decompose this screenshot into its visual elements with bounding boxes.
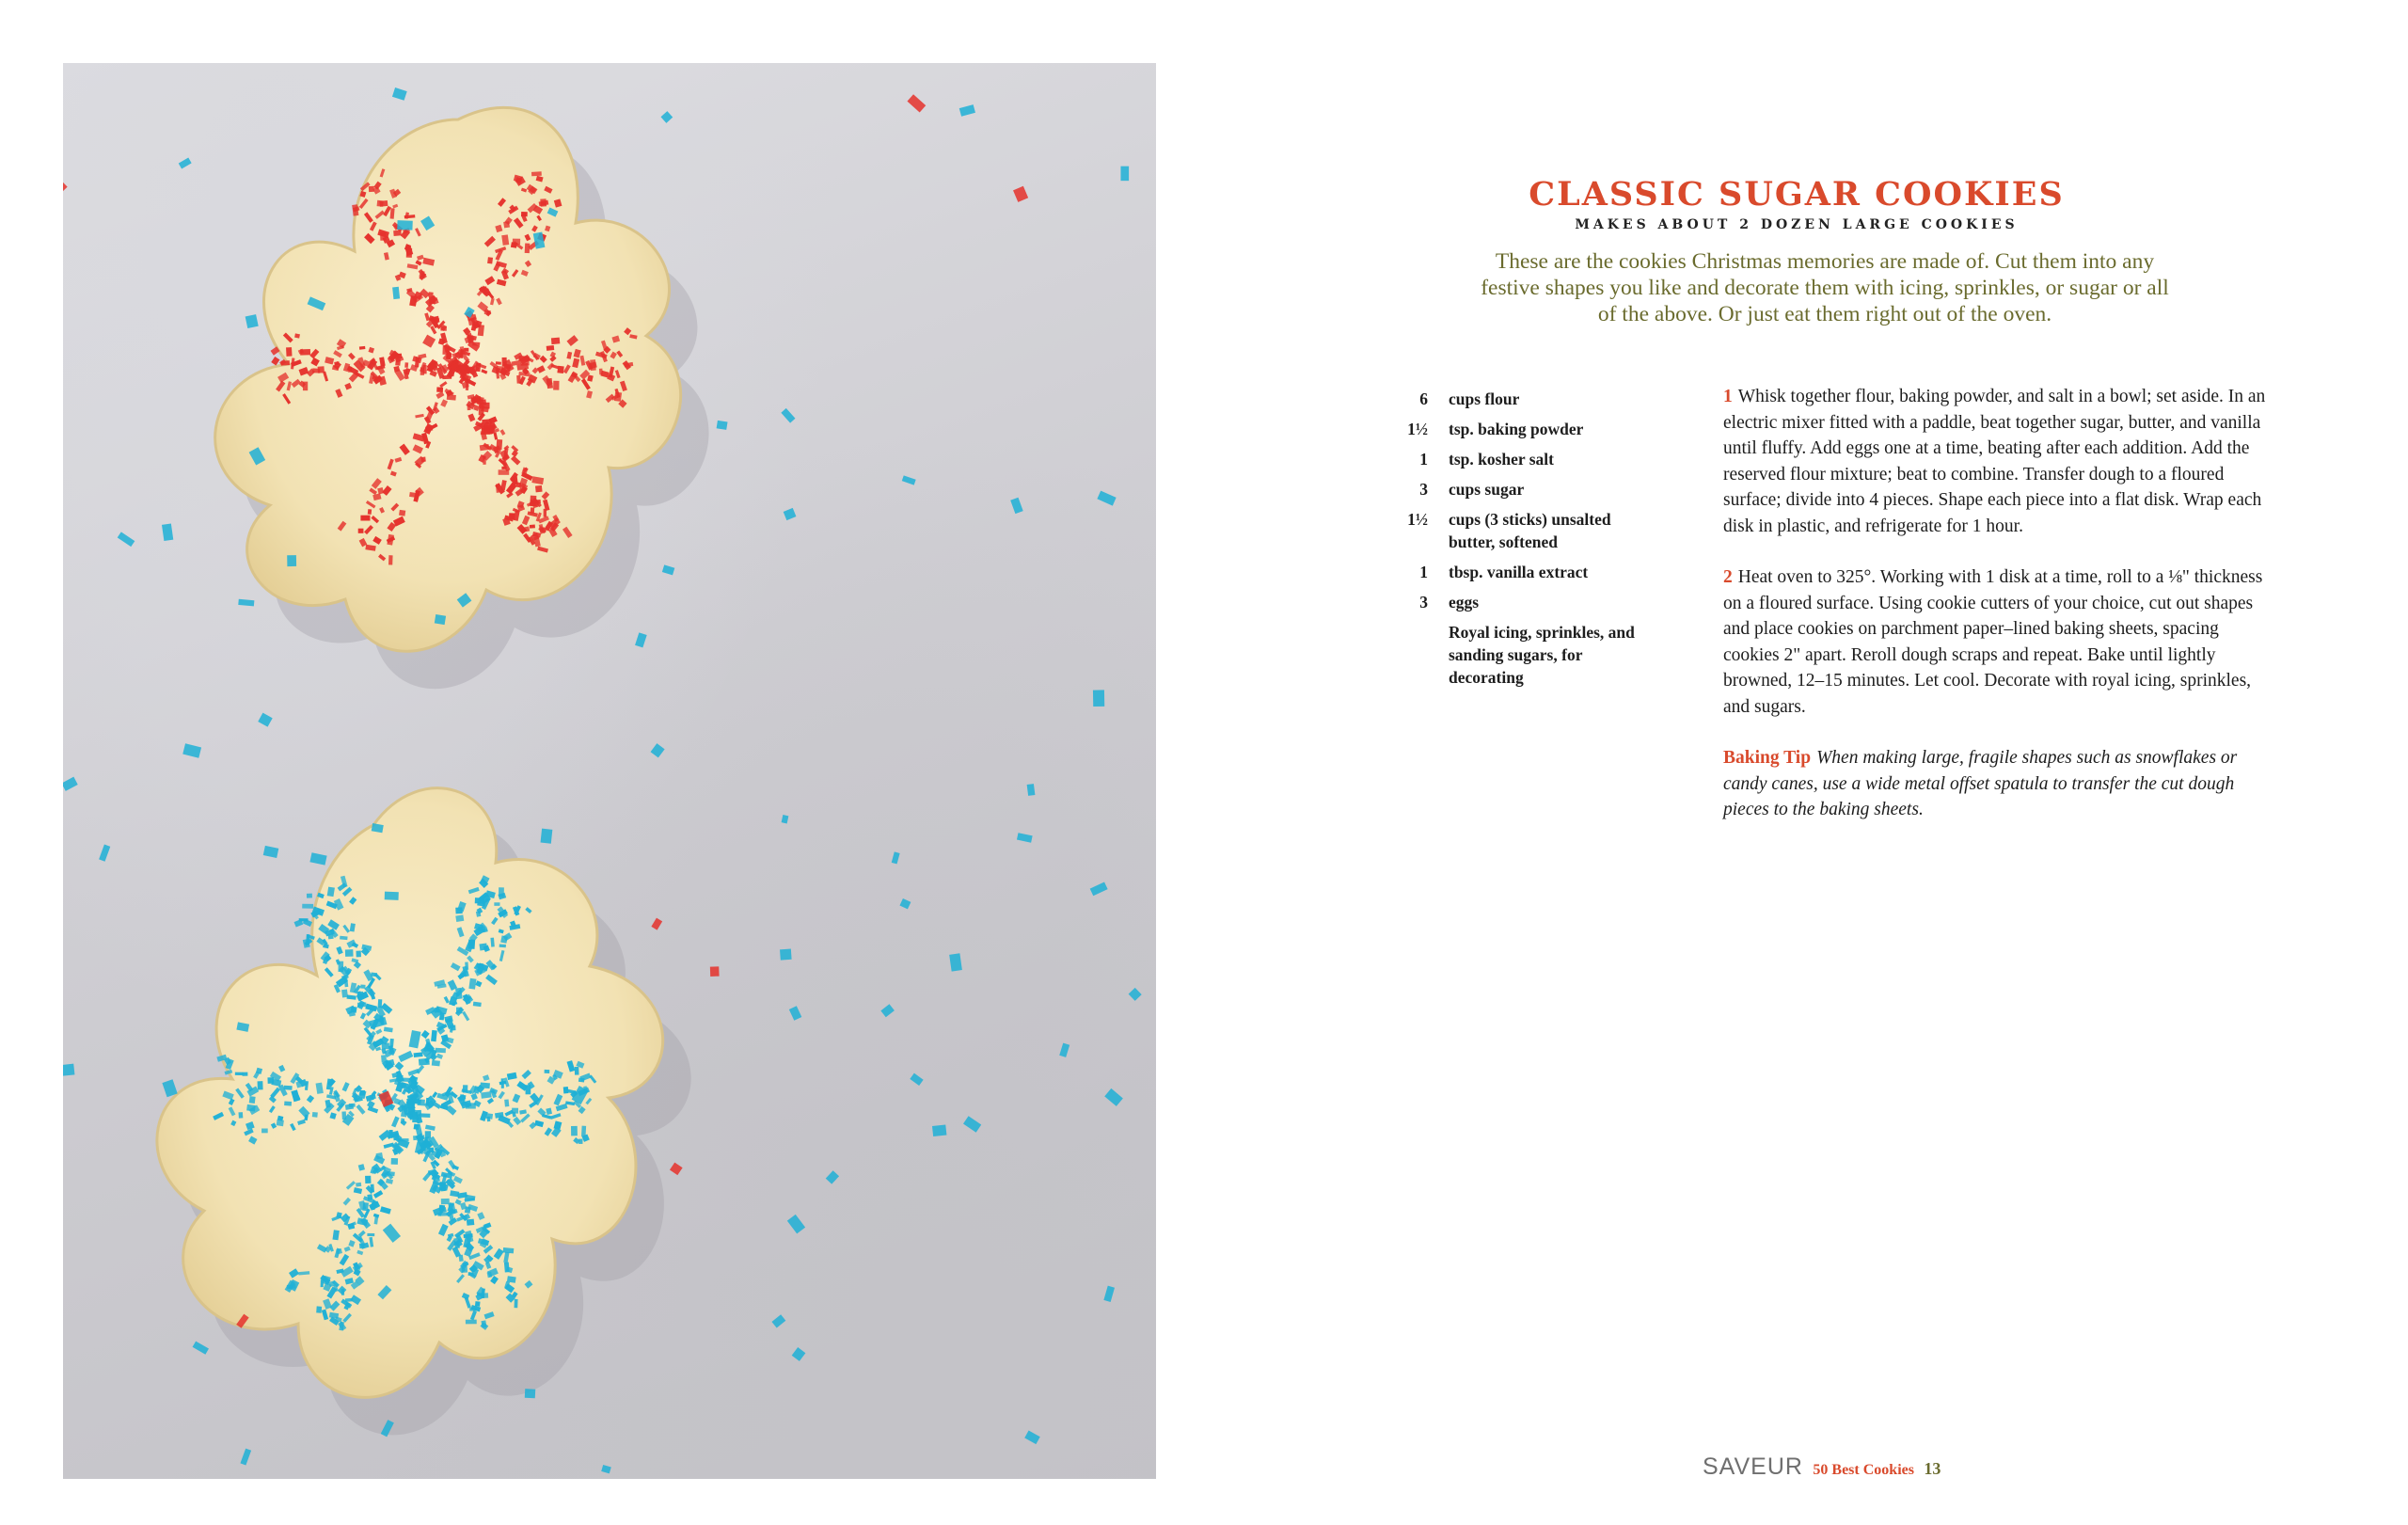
sprinkle bbox=[504, 1099, 509, 1106]
loose-sprinkle bbox=[932, 1124, 946, 1136]
sprinkle bbox=[481, 1091, 492, 1099]
loose-sprinkle bbox=[902, 475, 916, 485]
sprinkle bbox=[249, 1096, 256, 1104]
sprinkle bbox=[509, 513, 515, 519]
sprinkle bbox=[360, 516, 370, 521]
sprinkle bbox=[369, 186, 374, 192]
sprinkle bbox=[358, 529, 364, 533]
loose-sprinkle bbox=[1103, 1286, 1115, 1302]
loose-sprinkle bbox=[1017, 833, 1033, 843]
loose-sprinkle bbox=[1097, 491, 1116, 506]
intro-line: of the above. Or just eat them right out of the oven. bbox=[1597, 302, 2052, 326]
sprinkle bbox=[531, 171, 542, 176]
ingredient-name: tbsp. vanilla extract bbox=[1449, 563, 1589, 581]
sprinkle bbox=[277, 1120, 284, 1126]
sprinkle bbox=[395, 358, 401, 366]
sprinkle bbox=[480, 1082, 490, 1088]
sprinkle bbox=[402, 1077, 410, 1082]
sprinkle bbox=[356, 1183, 361, 1187]
sprinkle bbox=[469, 1308, 476, 1311]
sprinkle bbox=[575, 1067, 579, 1075]
sprinkle bbox=[340, 936, 347, 940]
sprinkle bbox=[503, 221, 510, 228]
sprinkle bbox=[487, 257, 493, 263]
ingredient-name: tsp. baking powder bbox=[1449, 420, 1584, 438]
sprinkle bbox=[494, 902, 499, 906]
loose-sprinkle bbox=[787, 1215, 805, 1234]
method-steps bbox=[1723, 384, 2269, 849]
step-text: Whisk together flour, baking powder, and salt in a bowl; set aside. In an electric mixer fitted with a paddle, beat together sugar, butter, and vanilla until fluffy. Add eggs one at a time, beating after each addition. Add the reserved flour mixture; beat to combine. Transfer dough to a floured surface; divide into 4 pieces. Shape each piece into a flat disk. Wrap each disk in plastic, and refrigerate for 1 hour. bbox=[1723, 387, 2266, 536]
ingredient-item bbox=[1379, 418, 1661, 440]
sprinkle bbox=[302, 904, 313, 909]
sprinkle bbox=[238, 1112, 243, 1119]
loose-sprinkle bbox=[670, 1163, 683, 1176]
sprinkle bbox=[499, 944, 506, 947]
loose-sprinkle bbox=[392, 87, 407, 101]
loose-sprinkle bbox=[392, 287, 400, 299]
ingredient-name: cups (3 sticks) unsalted butter, softened bbox=[1449, 510, 1611, 551]
sprinkle bbox=[307, 894, 312, 898]
sprinkle bbox=[436, 1048, 446, 1053]
magazine-brand: SAVEUR bbox=[1703, 1454, 1803, 1480]
loose-sprinkle bbox=[258, 713, 272, 727]
loose-sprinkle bbox=[99, 844, 110, 861]
loose-sprinkle bbox=[162, 524, 173, 542]
method-step bbox=[1723, 564, 2269, 720]
loose-sprinkle bbox=[309, 852, 326, 865]
sprinkle bbox=[504, 1263, 510, 1273]
sprinkle bbox=[359, 346, 366, 350]
sprinkle bbox=[328, 933, 334, 939]
loose-sprinkle bbox=[397, 220, 413, 230]
sprinkle bbox=[530, 525, 535, 529]
loose-sprinkle bbox=[118, 532, 135, 547]
sprinkle bbox=[456, 1008, 462, 1014]
sprinkle bbox=[359, 1243, 365, 1248]
sprinkle bbox=[515, 1299, 518, 1308]
loose-sprinkle bbox=[263, 846, 279, 858]
step-number: 1 bbox=[1723, 387, 1733, 406]
ingredient-quantity: 1½ bbox=[1407, 510, 1428, 529]
loose-sprinkle bbox=[541, 829, 553, 844]
loose-sprinkle bbox=[385, 892, 399, 900]
baking-tip bbox=[1723, 745, 2269, 823]
ingredient-item bbox=[1379, 561, 1661, 583]
sprinkle bbox=[475, 362, 481, 372]
page-number: 13 bbox=[1924, 1459, 1941, 1478]
sprinkle bbox=[281, 360, 291, 365]
sprinkle bbox=[380, 232, 387, 241]
cookie-illustration bbox=[63, 63, 1156, 1479]
sprinkle bbox=[303, 382, 308, 391]
sprinkle bbox=[599, 369, 603, 375]
sprinkle bbox=[341, 990, 348, 998]
sprinkle bbox=[463, 1085, 468, 1092]
loose-sprinkle bbox=[635, 632, 647, 647]
loose-sprinkle bbox=[63, 777, 78, 791]
sprinkle bbox=[356, 951, 360, 958]
sprinkle bbox=[433, 1175, 440, 1183]
loose-sprinkle bbox=[651, 918, 662, 930]
intro-line: These are the cookies Christmas memories are made of. Cut them into any bbox=[1495, 249, 2155, 274]
sprinkle bbox=[371, 1184, 374, 1193]
ingredient-item bbox=[1379, 621, 1661, 689]
loose-sprinkle bbox=[1010, 498, 1023, 514]
ingredient-name: cups sugar bbox=[1449, 480, 1525, 499]
sprinkle bbox=[365, 1176, 371, 1183]
loose-sprinkle bbox=[899, 898, 911, 909]
sprinkle bbox=[360, 985, 365, 989]
loose-sprinkle bbox=[435, 614, 446, 625]
sprinkle bbox=[312, 1112, 318, 1118]
loose-sprinkle bbox=[784, 508, 797, 520]
loose-sprinkle bbox=[907, 94, 926, 112]
loose-sprinkle bbox=[287, 555, 296, 566]
recipe-intro bbox=[1430, 248, 2220, 327]
sprinkle bbox=[432, 1060, 440, 1066]
loose-sprinkle bbox=[782, 815, 789, 823]
sprinkle bbox=[571, 1126, 578, 1136]
loose-sprinkle bbox=[789, 1006, 801, 1020]
loose-sprinkle bbox=[662, 564, 674, 575]
loose-sprinkle bbox=[1093, 690, 1104, 707]
sprinkle bbox=[511, 242, 517, 248]
ingredient-name: cups flour bbox=[1449, 389, 1520, 408]
loose-sprinkle bbox=[651, 743, 665, 757]
sprinkle bbox=[545, 1070, 550, 1073]
sprinkle bbox=[547, 345, 555, 351]
sprinkle bbox=[468, 1272, 474, 1276]
loose-sprinkle bbox=[780, 949, 792, 961]
sprinkle bbox=[416, 1110, 421, 1116]
sprinkle bbox=[475, 1301, 481, 1307]
loose-sprinkle bbox=[717, 421, 728, 430]
sprinkle bbox=[421, 457, 426, 463]
loose-sprinkle bbox=[63, 182, 68, 198]
loose-sprinkle bbox=[910, 1073, 923, 1086]
loose-sprinkle bbox=[880, 1004, 895, 1017]
sprinkle bbox=[540, 199, 547, 207]
sprinkle bbox=[476, 963, 483, 968]
loose-sprinkle bbox=[1024, 1431, 1040, 1445]
sprinkle bbox=[267, 1077, 274, 1084]
sprinkle bbox=[442, 375, 452, 379]
sprinkle bbox=[393, 1134, 400, 1140]
sprinkle bbox=[553, 381, 559, 390]
sprinkle bbox=[464, 348, 468, 352]
loose-sprinkle bbox=[1129, 988, 1142, 1001]
sprinkle bbox=[512, 1108, 518, 1114]
sprinkle bbox=[258, 1081, 263, 1089]
sprinkle bbox=[447, 394, 456, 401]
sprinkle bbox=[557, 366, 563, 373]
ingredient-quantity: 1 bbox=[1419, 563, 1428, 581]
sprinkle bbox=[388, 555, 393, 564]
sprinkle bbox=[235, 1072, 244, 1075]
loose-sprinkle bbox=[826, 1170, 839, 1183]
step-number: 2 bbox=[1723, 567, 1733, 587]
sprinkle bbox=[246, 1104, 256, 1112]
loose-sprinkle bbox=[1120, 167, 1129, 181]
ingredient-item bbox=[1379, 508, 1661, 553]
sprinkle bbox=[391, 1158, 398, 1165]
loose-sprinkle bbox=[660, 111, 673, 123]
sprinkle bbox=[393, 366, 400, 373]
cookie-photo bbox=[63, 63, 1156, 1479]
loose-sprinkle bbox=[892, 851, 900, 864]
ingredient-name: tsp. kosher salt bbox=[1449, 450, 1554, 469]
sprinkle bbox=[399, 510, 405, 516]
loose-sprinkle bbox=[710, 966, 720, 977]
sprinkle bbox=[393, 230, 402, 236]
page-footer bbox=[1703, 1454, 1941, 1481]
sprinkle bbox=[419, 1058, 430, 1066]
sprinkle bbox=[464, 1233, 473, 1238]
sprinkle bbox=[367, 1194, 372, 1200]
loose-sprinkle bbox=[949, 953, 962, 971]
sprinkle bbox=[284, 1086, 293, 1090]
intro-line: festive shapes you like and decorate them with icing, sprinkles, or sugar or all bbox=[1481, 276, 2169, 300]
sprinkle bbox=[484, 310, 491, 314]
recipe-yield: MAKES ABOUT 2 DOZEN LARGE COOKIES bbox=[1575, 217, 2019, 232]
sprinkle bbox=[316, 1306, 322, 1312]
sprinkle bbox=[284, 1102, 292, 1106]
sprinkle bbox=[446, 353, 452, 359]
loose-sprinkle bbox=[182, 743, 201, 758]
loose-sprinkle bbox=[1027, 784, 1036, 796]
ingredient-name: Royal icing, sprinkles, and sanding sugars, for decorating bbox=[1449, 623, 1635, 687]
sprinkle bbox=[367, 1233, 374, 1236]
sprinkle bbox=[466, 1320, 477, 1325]
sprinkle bbox=[468, 939, 476, 948]
ingredient-quantity: 3 bbox=[1419, 593, 1428, 612]
recipe-title: CLASSIC SUGAR COOKIES bbox=[1529, 175, 2065, 214]
sprinkle bbox=[438, 1205, 445, 1212]
sprinkle bbox=[473, 321, 479, 327]
loose-sprinkle bbox=[63, 1064, 74, 1077]
loose-sprinkle bbox=[959, 104, 975, 117]
sprinkle bbox=[261, 1129, 268, 1134]
loose-sprinkle bbox=[963, 1116, 981, 1132]
ingredient-quantity bbox=[1379, 621, 1449, 689]
ingredient-quantity: 6 bbox=[1419, 389, 1428, 408]
loose-sprinkle bbox=[1104, 1088, 1123, 1106]
loose-sprinkle bbox=[781, 408, 795, 423]
loose-sprinkle bbox=[1090, 882, 1108, 896]
ingredient-item bbox=[1379, 478, 1661, 500]
loose-sprinkle bbox=[345, 949, 354, 957]
loose-sprinkle bbox=[246, 314, 259, 328]
loose-sprinkle bbox=[792, 1347, 806, 1361]
ingredient-item bbox=[1379, 448, 1661, 470]
ingredient-name: eggs bbox=[1449, 593, 1480, 612]
sprinkle bbox=[525, 243, 531, 253]
sprinkle bbox=[286, 347, 292, 357]
sprinkle bbox=[414, 1052, 423, 1057]
tip-label: Baking Tip bbox=[1723, 748, 1812, 768]
sprinkle bbox=[368, 509, 372, 515]
sprinkle bbox=[271, 357, 279, 365]
sprinkle bbox=[455, 914, 464, 922]
series-title: 50 Best Cookies bbox=[1813, 1462, 1914, 1478]
ingredient-list bbox=[1379, 388, 1661, 696]
sprinkle bbox=[379, 200, 388, 207]
loose-sprinkle bbox=[771, 1314, 785, 1327]
sprinkle bbox=[496, 361, 501, 364]
loose-sprinkle bbox=[179, 158, 192, 169]
sprinkle bbox=[551, 338, 560, 344]
loose-sprinkle bbox=[240, 1449, 251, 1466]
ingredient-quantity: 1½ bbox=[1407, 420, 1428, 438]
sprinkle bbox=[535, 485, 543, 492]
ingredient-quantity: 3 bbox=[1419, 480, 1428, 499]
step-text: Heat oven to 325°. Working with 1 disk at a time, roll to a ⅛" thickness on a floured surface. Using cookie cutters of your choice, cut out shapes and place cookies on parchment paper–lined baking sheets, spacing cookies 2" apart. Reroll dough scraps and repeat. Bake until lightly browned, 12–15 minutes. Let cool. Decorate with royal icing, sprinkles, and sugars. bbox=[1723, 567, 2263, 717]
loose-sprinkle bbox=[193, 1342, 209, 1355]
sprinkle bbox=[467, 1219, 474, 1226]
tip-text: When making large, fragile shapes such as snowflakes or candy canes, use a wide metal offset spatula to transfer the cut dough pieces to the baking sheets. bbox=[1723, 748, 2238, 819]
loose-sprinkle bbox=[1013, 186, 1028, 202]
sprinkle bbox=[486, 1117, 490, 1122]
ingredient-quantity: 1 bbox=[1419, 450, 1428, 469]
loose-sprinkle bbox=[525, 1389, 535, 1398]
sprinkle bbox=[544, 509, 547, 517]
sprinkle bbox=[441, 1199, 450, 1204]
method-step bbox=[1723, 384, 2269, 539]
ingredient-item bbox=[1379, 388, 1661, 410]
sprinkle bbox=[578, 1078, 585, 1083]
ingredient-item bbox=[1379, 591, 1661, 613]
sprinkle bbox=[475, 898, 484, 904]
sprinkle bbox=[404, 362, 408, 368]
loose-sprinkle bbox=[238, 599, 254, 607]
loose-sprinkle bbox=[601, 1465, 611, 1473]
loose-sprinkle bbox=[1059, 1043, 1069, 1057]
